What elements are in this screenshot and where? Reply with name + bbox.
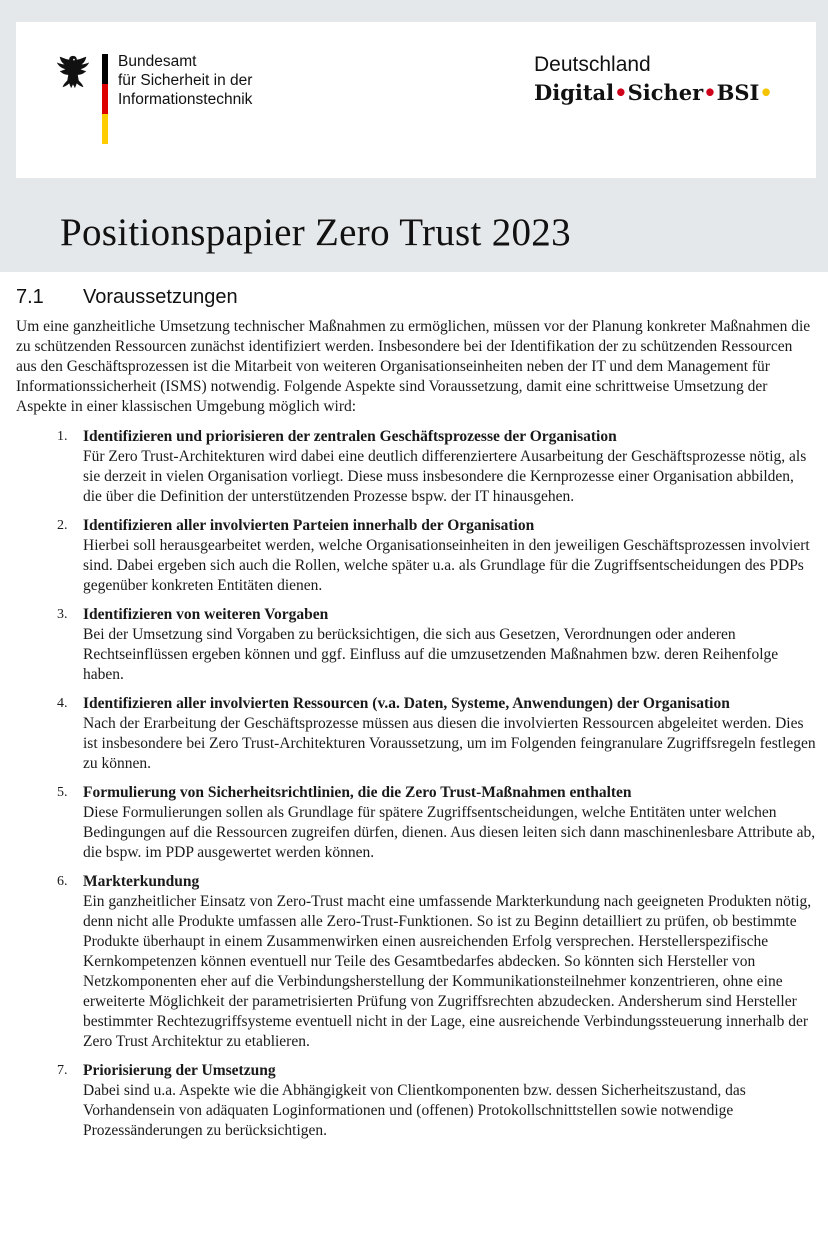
item-body: Bei der Umsetzung sind Vorgaben zu berücksichtigen, die sich aus Gesetzen, Verordnungen oder anderen Rechtseinflüssen ergeben können und ggf. Einfluss auf die umzusetzenden Maßnahmen bzw. deren Reihenfolge haben. [83,626,779,683]
list-item [16,427,816,507]
item-number: 2. [57,518,68,533]
dsb-logo [534,52,773,108]
item-body: Ein ganzheitlicher Einsatz von Zero-Trust macht eine umfassende Markterkundung nach geeigneten Produkten nötig, denn nicht alle Produkte umfassen alle Zero-Trust-Funktionen. So ist zu Beginn detailliert zu prüfen, ob bestimmte Produkte überhaupt in einem Zusammenwirken einen ausreichenden Erfolg versprechen. Herstellerspezifische Kernkompetenzen können eventuell nur Teile des Gesamtbedarfes abdecken. So könnten sich Hersteller von Netzkomponenten eher auf die Verbindungsherstellung der Kommunikationsteilnehmer konzentrieren, ohne eine erweiterte Möglichkeit der parametrisierten Prüfung von Zugriffsrechten abzudecken. Andersherum sind Hersteller bestimmter Rechtezugriffsysteme eventuell nicht in der Lage, eine ausreichende Verbindungssteuerung innerhalb der Zero Trust Architektur zu etablieren. [83,893,812,1050]
red-dot-icon: • [614,80,628,105]
dsb-part: Digital [534,80,615,105]
item-number: 3. [57,607,68,622]
item-title: Identifizieren aller involvierten Parteien innerhalb der Organisation [83,517,535,534]
item-number: 7. [57,1063,68,1078]
list-item [16,1061,816,1141]
section-number: 7.1 [16,286,44,308]
item-body: Diese Formulierungen sollen als Grundlage für spätere Zugriffsentscheidungen, welche Entitäten unter welchen Bedingungen auf die Ressourcen zugreifen dürfen, dienen. Aus diesen leiten sich dann maschinenlesbare Attribute ab, die bspw. im PDP ausgewertet werden können. [83,804,816,861]
flag-bar [102,54,108,144]
item-title: Identifizieren aller involvierten Ressourcen (v.a. Daten, Systeme, Anwendungen) der Organisation [83,695,730,712]
dsb-top: Deutschland [534,53,651,76]
bsi-name-line: für Sicherheit in der [118,72,253,89]
list-item [16,783,816,863]
item-title: Identifizieren von weiteren Vorgaben [83,606,329,623]
item-title: Formulierung von Sicherheitsrichtlinien, die die Zero Trust-Maßnahmen enthalten [83,784,632,801]
list-item [16,694,816,774]
list-item [16,516,816,596]
item-body: Nach der Erarbeitung der Geschäftsprozesse müssen aus diesen die involvierten Ressourcen abgeleitet werden. Dies ist insbesondere bei Zero Trust-Architekturen Voraussetzung, um im Folgenden feingranulare Zugriffsregeln festlegen zu können. [83,715,816,772]
dsb-part: Sicher [627,80,704,105]
item-number: 5. [57,785,68,800]
dsb-part: BSI [716,80,760,105]
section-title: Voraussetzungen [83,286,238,308]
item-number: 6. [57,874,68,889]
item-title: Identifizieren und priorisieren der zentralen Geschäftsprozesse der Organisation [83,428,617,445]
item-title: Priorisierung der Umsetzung [83,1062,276,1079]
document-title: Positionspapier Zero Trust 2023 [60,211,571,254]
item-number: 1. [57,429,68,444]
list-item [16,872,816,1052]
yellow-dot-icon: • [759,80,773,105]
section-heading [16,286,816,309]
steps-list [16,427,816,1141]
logo-card [16,22,816,178]
item-body: Hierbei soll herausgearbeitet werden, welche Organisationseinheiten in den jeweiligen Geschäftsprozessen involviert sind. Dabei ergeben sich auch die Rollen, welche später u.a. als Grundlage für die Zugriffsentscheidungen des PDPs gegenüber konkreten Entitäten dienen. [83,537,810,594]
list-item [16,605,816,685]
bsi-name-line: Informationstechnik [118,91,253,108]
item-body: Dabei sind u.a. Aspekte wie die Abhängigkeit von Clientkomponenten bzw. dessen Sicherheitszustand, das Vorhandensein von adäquaten Loginformationen und (offenen) Protokollschnittstellen sowie notwendige Prozessänderungen zu berücksichtigen. [83,1082,746,1139]
item-number: 4. [57,696,68,711]
item-title: Markterkundung [83,873,200,890]
bsi-name [118,52,252,109]
red-dot-icon: • [703,80,717,105]
header-band [0,0,828,272]
item-body: Für Zero Trust-Architekturen wird dabei eine deutlich differenziertere Ausarbeitung der Geschäftsprozesse nötig, als sie derzeit in vielen Organisation vorliegt. Diese muss insbesondere die Kernprozesse einer Organisation abbilden, die über die Definition der unterstützenden Prozesse bspw. der IT hinausgehen. [83,448,807,505]
federal-eagle-icon [54,52,92,92]
bsi-name-line: Bundesamt [118,53,197,70]
intro-paragraph: Um eine ganzheitliche Umsetzung technischer Maßnahmen zu ermöglichen, müssen vor der Planung konkreter Maßnahmen die zu schützenden Ressourcen zunächst identifiziert werden. Insbesondere bei der Identifikation der zu schützenden Ressourcen aus den Geschäftsprozessen ist die Mitarbeit von weiteren Organisationseinheiten neben der IT und dem Management für Informationssicherheit (ISMS) notwendig. Folgende Aspekte sind Voraussetzung, damit eine schrittweise Umsetzung der Aspekte in einer klassischen Umgebung möglich wird: [16,318,811,415]
dsb-bottom [534,78,773,108]
main-content [16,286,816,1150]
